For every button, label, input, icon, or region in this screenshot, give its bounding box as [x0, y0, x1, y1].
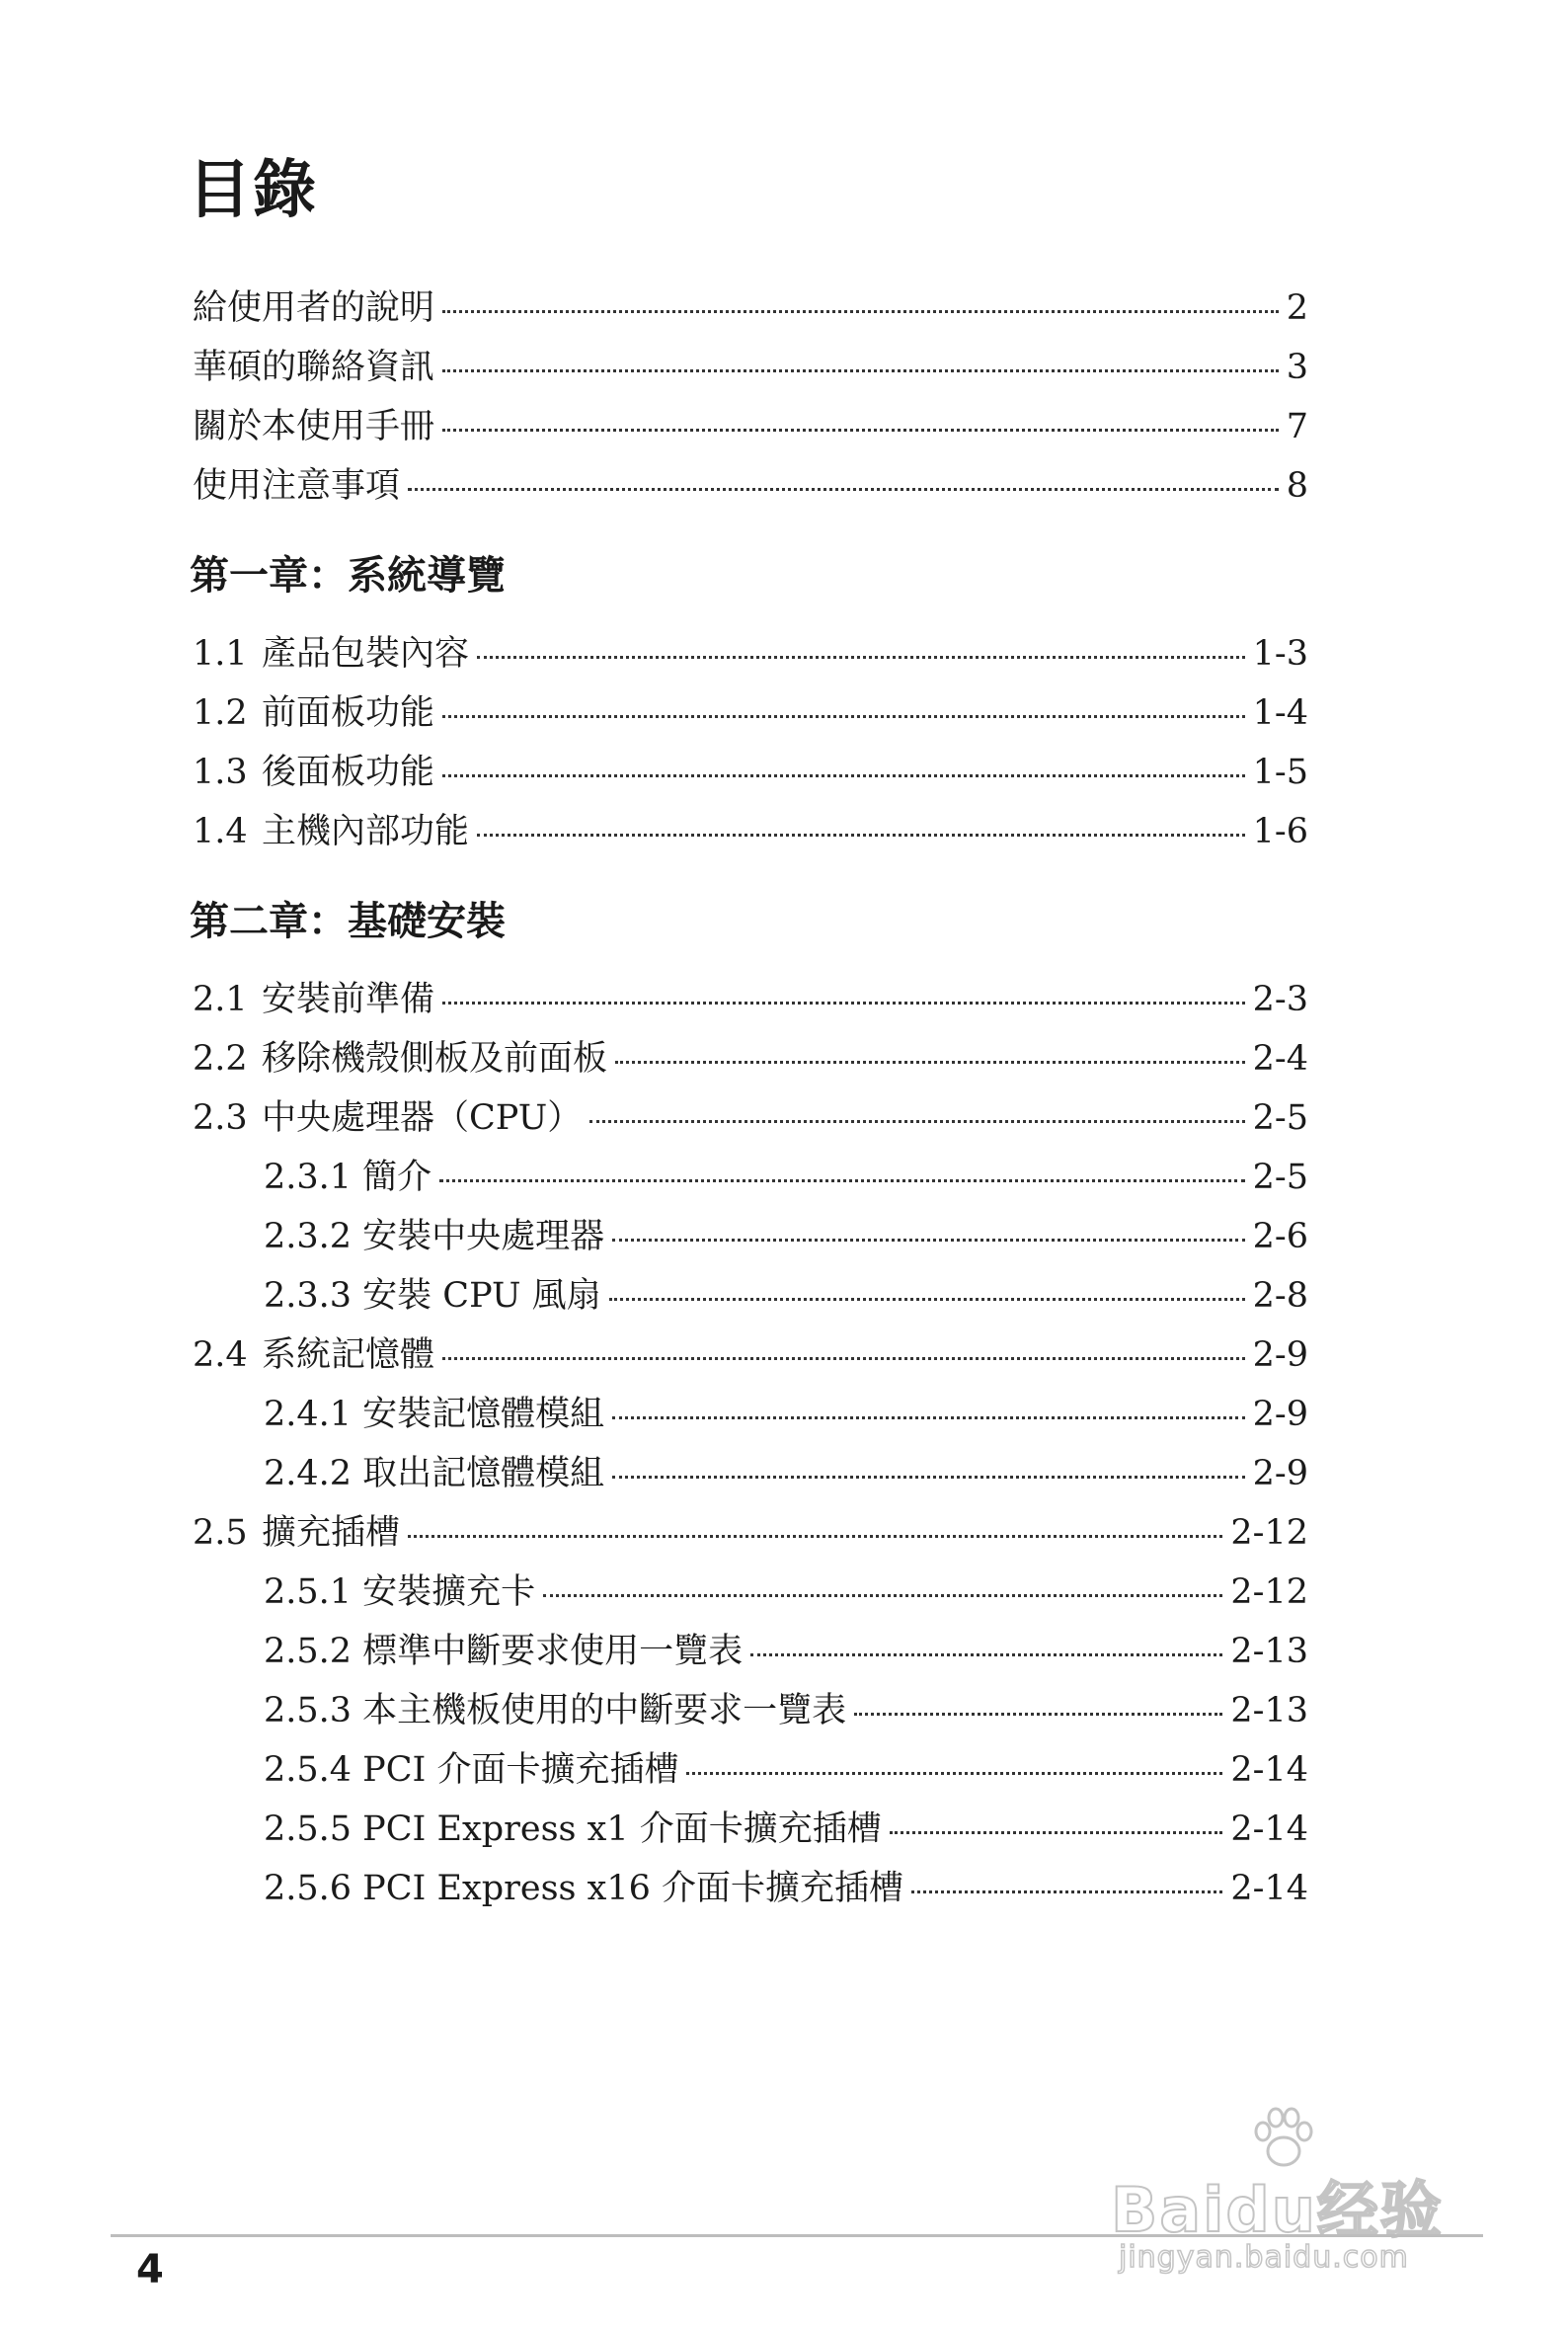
dot-leader [477, 656, 1245, 659]
baidu-watermark [1111, 2106, 1506, 2284]
toc-entry-title: 2.4.1 安裝記憶體模組 [264, 1395, 605, 1434]
toc-entry-number: 1.1 [193, 634, 248, 674]
toc-subentry[interactable] [264, 1156, 1308, 1199]
dot-leader [408, 1535, 1222, 1538]
toc-entry-page: 7 [1286, 407, 1308, 446]
toc-entry-precautions[interactable] [193, 464, 1308, 508]
dot-leader [442, 1357, 1245, 1360]
toc-entry-title: 前面板功能 [262, 693, 435, 733]
toc-entry-title: 2.5.2 標準中斷要求使用一覽表 [264, 1632, 744, 1671]
dot-leader [612, 1239, 1244, 1242]
dot-leader [615, 1061, 1245, 1064]
toc-entry-page: 2 [1286, 288, 1308, 328]
toc-entry-title: 給使用者的說明 [193, 288, 435, 328]
toc-entry-title: 華碩的聯絡資訊 [193, 348, 435, 387]
toc-entry[interactable] [193, 1096, 1308, 1140]
toc-entry-number: 2.5 [193, 1513, 248, 1553]
toc-entry-page: 2-14 [1230, 1809, 1308, 1849]
page-title: 目錄 [188, 153, 318, 227]
dot-leader [477, 834, 1245, 837]
dot-leader [686, 1772, 1222, 1775]
dot-leader [750, 1653, 1222, 1656]
toc-entry-page: 1-3 [1252, 634, 1308, 674]
toc-entry-title: 主機內部功能 [262, 812, 470, 851]
dot-leader [442, 1002, 1245, 1005]
toc-entry-page: 2-14 [1230, 1750, 1308, 1790]
toc-subentry[interactable] [264, 1748, 1308, 1792]
toc-entry-page: 1-6 [1252, 812, 1308, 851]
toc-entry-page: 2-4 [1252, 1039, 1308, 1079]
toc-entry-page: 2-12 [1230, 1513, 1308, 1553]
chapter1-heading: 第一章：系統導覽 [190, 553, 506, 599]
toc-entry-title: 關於本使用手冊 [193, 407, 435, 446]
toc-entry-title: 使用注意事項 [193, 466, 401, 506]
toc-subentry[interactable] [264, 1689, 1308, 1732]
dot-leader [439, 1179, 1244, 1182]
toc-entry[interactable] [193, 1333, 1308, 1377]
toc-entry-page: 1-5 [1252, 753, 1308, 792]
toc-entry-page: 2-3 [1252, 980, 1308, 1019]
dot-leader [612, 1476, 1244, 1479]
toc-entry-number: 2.2 [193, 1039, 248, 1079]
toc-entry-page: 1-4 [1252, 693, 1308, 733]
toc-entry-title: 產品包裝內容 [262, 634, 470, 674]
dot-leader [890, 1831, 1223, 1834]
toc-entry[interactable] [193, 810, 1308, 853]
toc-entry-title: 擴充插槽 [262, 1513, 401, 1553]
dot-leader [442, 774, 1245, 777]
toc-entry-title: 2.5.4 PCI 介面卡擴充插槽 [264, 1750, 679, 1790]
dot-leader [911, 1890, 1222, 1893]
toc-entry-title: 2.3.2 安裝中央處理器 [264, 1217, 605, 1256]
chapter2-heading: 第二章：基礎安裝 [190, 899, 506, 944]
toc-entry-number: 2.1 [193, 980, 248, 1019]
toc-entry-number: 1.2 [193, 693, 248, 733]
toc-subentry[interactable] [264, 1452, 1308, 1495]
toc-subentry[interactable] [264, 1393, 1308, 1436]
toc-entry-number: 2.3 [193, 1098, 248, 1138]
dot-leader [612, 1416, 1244, 1419]
footer-divider [111, 2234, 1483, 2237]
toc-entry-title: 2.5.3 本主機板使用的中斷要求一覽表 [264, 1691, 847, 1730]
toc-entry-title: 2.5.1 安裝擴充卡 [264, 1572, 536, 1612]
toc-subentry[interactable] [264, 1274, 1308, 1318]
toc-entry-title: 後面板功能 [262, 753, 435, 792]
dot-leader [609, 1298, 1245, 1301]
toc-entry-page: 8 [1286, 466, 1308, 506]
watermark-brand: Baidu经验 [1111, 2174, 1444, 2246]
dot-leader [442, 429, 1279, 432]
toc-entry[interactable] [193, 751, 1308, 794]
toc-entry-page: 2-12 [1230, 1572, 1308, 1612]
dot-leader [442, 310, 1279, 313]
toc-entry-page: 2-9 [1252, 1335, 1308, 1375]
toc-entry-title: 2.5.6 PCI Express x16 介面卡擴充插槽 [264, 1869, 904, 1908]
dot-leader [442, 715, 1245, 718]
dot-leader [854, 1713, 1222, 1716]
toc-entry-title: 2.5.5 PCI Express x1 介面卡擴充插槽 [264, 1809, 882, 1849]
toc-entry-title: 2.3.3 安裝 CPU 風扇 [264, 1276, 601, 1316]
toc-entry-about-manual[interactable] [193, 405, 1308, 448]
watermark-url: jingyan.baidu.com [1119, 2240, 1409, 2275]
toc-entry-contact-info[interactable] [193, 346, 1308, 389]
dot-leader [543, 1594, 1222, 1597]
toc-entry-page: 2-5 [1252, 1098, 1308, 1138]
toc-entry-page: 2-5 [1252, 1158, 1308, 1197]
toc-entry-page: 3 [1286, 348, 1308, 387]
toc-subentry[interactable] [264, 1215, 1308, 1258]
toc-entry-title: 移除機殼側板及前面板 [262, 1039, 608, 1079]
toc-entry[interactable] [193, 691, 1308, 735]
toc-entry-page: 2-6 [1252, 1217, 1308, 1256]
toc-entry[interactable] [193, 1511, 1308, 1555]
toc-subentry[interactable] [264, 1808, 1308, 1851]
toc-entry-number: 1.3 [193, 753, 248, 792]
toc-subentry[interactable] [264, 1630, 1308, 1673]
toc-entry-page: 2-13 [1230, 1691, 1308, 1730]
toc-entry-number: 1.4 [193, 812, 248, 851]
dot-leader [589, 1120, 1244, 1123]
toc-entry-page: 2-9 [1252, 1395, 1308, 1434]
toc-subentry[interactable] [264, 1570, 1308, 1614]
toc-entry-title: 2.4.2 取出記憶體模組 [264, 1454, 605, 1493]
toc-entry-page: 2-8 [1252, 1276, 1308, 1316]
dot-leader [408, 488, 1279, 491]
toc-subentry[interactable] [264, 1867, 1308, 1910]
toc-entry-page: 2-13 [1230, 1632, 1308, 1671]
toc-entry-page: 2-9 [1252, 1454, 1308, 1493]
toc-entry-title: 2.3.1 簡介 [264, 1158, 432, 1197]
toc-entry-users-notes[interactable] [193, 286, 1308, 330]
toc-entry-page: 2-14 [1230, 1869, 1308, 1908]
toc-entry-number: 2.4 [193, 1335, 248, 1375]
toc-entry-title: 系統記憶體 [262, 1335, 435, 1375]
toc-entry-title: 安裝前準備 [262, 980, 435, 1019]
dot-leader [442, 369, 1279, 372]
toc-entry[interactable] [193, 978, 1308, 1021]
page-number: 4 [136, 2247, 164, 2292]
toc-entry[interactable] [193, 1037, 1308, 1081]
toc-entry[interactable] [193, 632, 1308, 676]
toc-entry-title: 中央處理器（CPU） [262, 1098, 583, 1138]
